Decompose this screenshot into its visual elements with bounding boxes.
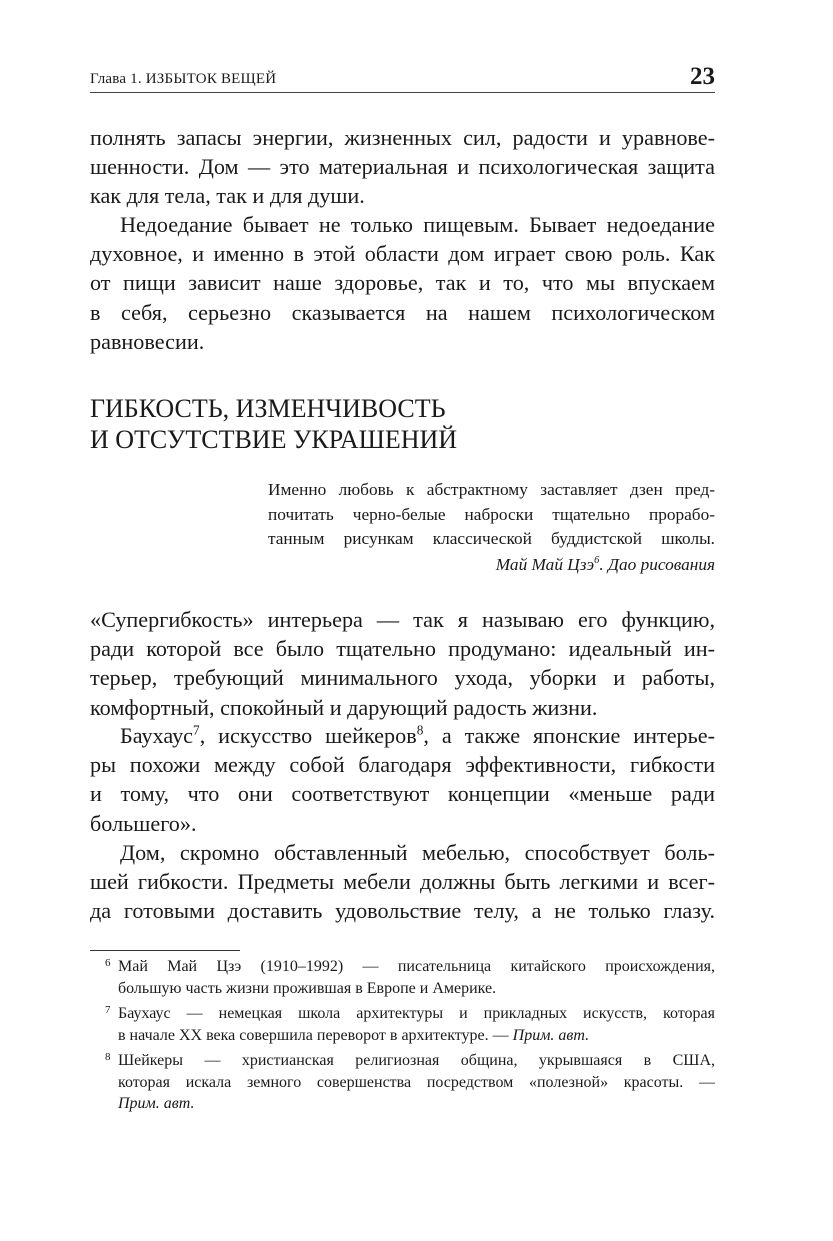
text-line: ради которой все было тщательно продумано: идеальный ин-: [90, 636, 715, 662]
footnote: [90, 1003, 715, 1046]
epigraph-line: почитать черно-белые наброски тщательно прорабо-: [268, 504, 715, 524]
footnote-divider: [90, 950, 240, 951]
footnote-line: [118, 1093, 715, 1115]
footnote-line: Баухаус — немецкая школа архитектуры и прикладных искусств, которая: [118, 1005, 715, 1022]
footnote: [90, 1050, 715, 1115]
footnote-line: Шейкеры — христианская религиозная община, укрывшаяся в США,: [118, 1052, 715, 1069]
paragraph-4: [90, 721, 715, 838]
footnote-line: большую часть жизни прожившая в Европе и Америке.: [118, 979, 497, 997]
text-line: и тому, что они соответствуют концепции «меньше ради: [90, 781, 715, 807]
text-line: Недоедание бывает не только пищевым. Бывает недоедание: [120, 212, 715, 237]
epigraph-attribution: [496, 553, 715, 577]
paragraph-5: [90, 838, 715, 926]
text-line: [90, 721, 715, 750]
page-number: 23: [690, 63, 715, 90]
footnote-text: в начале XX века совершила переворот в архитектуре. —: [118, 1026, 513, 1044]
footnote-number: 8: [105, 1051, 111, 1063]
text-line: полнять запасы энергии, жизненных сил, радости и уравнове-: [90, 125, 715, 150]
chapter-title: Глава 1. ИЗБЫТОК ВЕЩЕЙ: [90, 71, 277, 87]
author-note: Прим. авт.: [512, 1026, 590, 1044]
shakers-text: , искусство шейкеров: [199, 723, 417, 748]
footnote-ref: 7: [193, 722, 200, 738]
paragraph-1: [90, 123, 715, 211]
section-heading: [90, 393, 715, 455]
footnote-ref: 8: [416, 722, 424, 738]
text-line: комфортный, спокойный и дарующий радость жизни.: [90, 694, 598, 720]
footnote-line: которая искала земного совершенства посредством «полезной» красоты. —: [118, 1073, 715, 1091]
text-line: да готовыми доставить удовольствие телу, а не только глазу.: [90, 898, 715, 924]
paragraph-2: [90, 210, 715, 356]
epigraph-work: . Дао рисования: [599, 555, 715, 574]
running-head: [90, 62, 715, 93]
epigraph-line: танным рисункам классической буддистской школы.: [268, 529, 715, 548]
text-line: ры похожи между собой благодаря эффективности, гибкости: [90, 752, 715, 778]
epigraph-line: Именно любовь к абстрактному заставляет дзен пред-: [268, 480, 715, 499]
footnote-ref: 6: [594, 555, 600, 567]
bauhaus-text: Баухаус: [120, 723, 194, 748]
footnote: [90, 956, 715, 999]
text-line: в себя, серьезно сказывается на нашем психологическом: [90, 299, 715, 325]
text-line: как для тела, так и для души.: [90, 183, 365, 209]
japanese-text: , а также японские интерье-: [423, 723, 716, 748]
footnote-number: 7: [105, 1004, 111, 1016]
text-line: равновесии.: [90, 328, 205, 354]
footnotes: [90, 956, 715, 1119]
text-line: большего».: [90, 810, 197, 836]
paragraph-3: [90, 605, 715, 722]
footnote-number: 6: [105, 957, 111, 969]
text-line: шей гибкости. Предметы мебели должны быть легкими и всег-: [90, 869, 715, 895]
text-line: терьер, требующий минимального ухода, уборки и работы,: [90, 665, 715, 691]
heading-line: ГИБКОСТЬ, ИЗМЕНЧИВОСТЬ: [90, 394, 446, 423]
footnote-line: [118, 1025, 715, 1047]
text-line: шенности. Дом — это материальная и психологическая защита: [90, 154, 715, 180]
epigraph: [268, 478, 715, 552]
author-note: Прим. авт.: [118, 1095, 195, 1112]
text-line: от пищи зависит наше здоровье, так и то, что мы впускаем: [90, 270, 715, 296]
text-line: «Супергибкость» интерьера — так я называю его функцию,: [90, 607, 715, 632]
text-line: духовное, и именно в этой области дом играет свою роль. Как: [90, 241, 715, 267]
epigraph-author: Май Май Цзэ: [495, 555, 595, 574]
heading-line: И ОТСУТСТВИЕ УКРАШЕНИЙ: [90, 425, 458, 454]
footnote-line: Май Май Цзэ (1910–1992) — писательница китайского происхождения,: [118, 958, 715, 975]
text-line: Дом, скромно обставленный мебелью, способствует боль-: [120, 840, 715, 865]
